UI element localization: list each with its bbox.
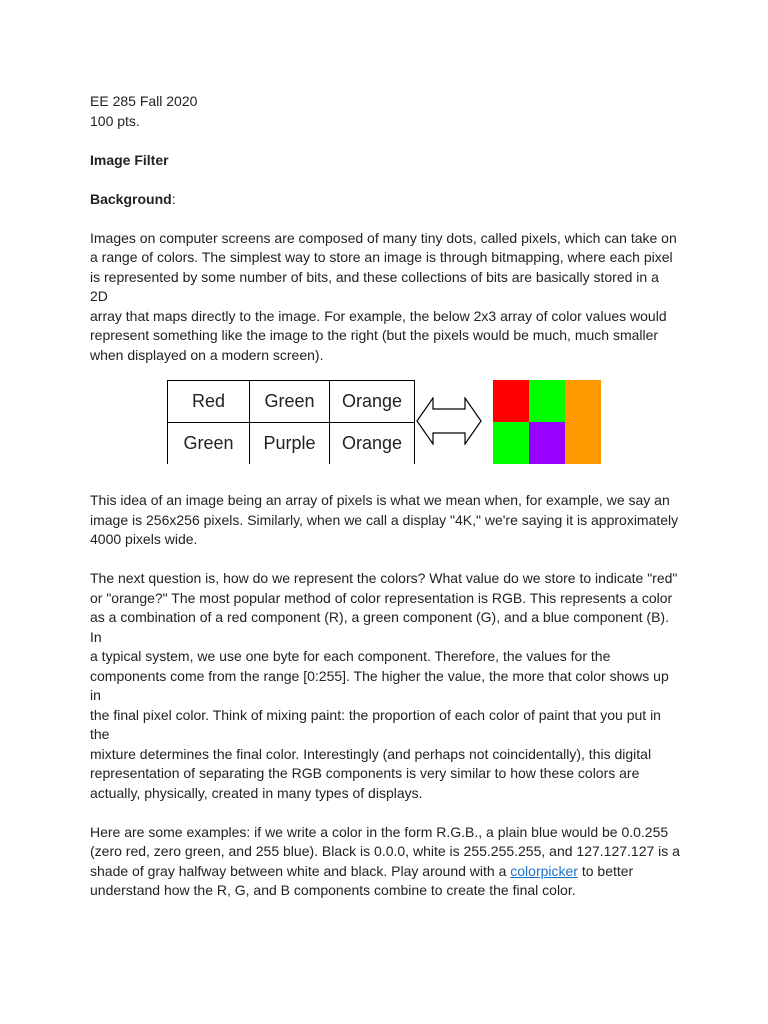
table-cell: Red: [168, 381, 250, 423]
course-line: EE 285 Fall 2020: [90, 93, 198, 109]
paragraph-1: [90, 229, 680, 366]
pixel-image: [493, 380, 601, 464]
table-cell: Orange: [330, 381, 415, 423]
table-row: [168, 423, 415, 465]
background-heading-line: [90, 190, 680, 210]
paragraph-3-line: as a combination of a red component (R), a green component (G), and a blue component (B). In: [90, 609, 669, 645]
paragraph-1-line: array that maps directly to the image. For example, the below 2x3 array of color values would: [90, 307, 667, 324]
points-line: 100 pts.: [90, 112, 140, 129]
paragraph-3-line: the final pixel color. Think of mixing paint: the proportion of each color of paint that you put in the: [90, 706, 661, 742]
paragraph-1-line: represent something like the image to the right (but the pixels would be much, much smaller: [90, 327, 659, 343]
paragraph-4-line: understand how the R, G, and B components combine to create the final color.: [90, 882, 576, 898]
pixel-cell: [493, 422, 529, 464]
double-arrow-icon: [416, 397, 482, 445]
document-title: Image Filter: [90, 151, 169, 168]
paragraph-4: [90, 823, 680, 901]
paragraph-3-line: mixture determines the final color. Interestingly (and perhaps not coincidentally), this digital: [90, 745, 652, 762]
paragraph-3-line: a typical system, we use one byte for each component. Therefore, the values for the: [90, 648, 611, 664]
paragraph-3-line: or "orange?" The most popular method of color representation is RGB. This represents a color: [90, 589, 673, 606]
paragraph-1-line: a range of colors. The simplest way to store an image is through bitmapping, where each pixel: [90, 249, 673, 265]
paragraph-1-line: Images on computer screens are composed of many tiny dots, called pixels, which can take on: [90, 229, 677, 246]
paragraph-3-line: The next question is, how do we represent the colors? What value do we store to indicate "red": [90, 570, 678, 586]
table-cell: Green: [168, 423, 250, 465]
paragraph-4-text: to better: [577, 862, 634, 879]
paragraph-1-line: when displayed on a modern screen).: [90, 346, 324, 363]
pixel-cell: [529, 380, 565, 422]
paragraph-2-line: This idea of an image being an array of pixels is what we mean when, for example, we say an: [90, 492, 670, 508]
paragraph-1-line: is represented by some number of bits, and these collections of bits are basically stored in a 2D: [90, 268, 659, 304]
paragraph-4-line: [90, 862, 680, 882]
color-array-figure: [90, 373, 680, 481]
pixel-cell: [493, 380, 529, 422]
pixel-cell: [529, 422, 565, 464]
table-cell: Purple: [250, 423, 330, 465]
pixel-cell: [565, 422, 601, 464]
paragraph-3-line: representation of separating the RGB components is very similar to how these colors are: [90, 765, 640, 781]
table-cell: Green: [250, 381, 330, 423]
document-page: [90, 92, 680, 901]
paragraph-3-line: actually, physically, created in many types of displays.: [90, 784, 423, 801]
paragraph-2: [90, 491, 680, 550]
colorpicker-link[interactable]: colorpicker: [510, 862, 578, 879]
table-row: [168, 381, 415, 423]
background-heading: Background: [90, 190, 172, 207]
paragraph-3: [90, 569, 680, 803]
paragraph-3-line: components come from the range [0:255]. The higher the value, the more that color shows up in: [90, 667, 669, 703]
paragraph-2-line: 4000 pixels wide.: [90, 531, 198, 547]
pixel-cell: [565, 380, 601, 422]
background-colon: :: [171, 190, 176, 207]
paragraph-4-line: Here are some examples: if we write a color in the form R.G.B., a plain blue would be 0.0.255: [90, 823, 669, 840]
color-name-table: [167, 380, 415, 464]
table-cell: Orange: [330, 423, 415, 465]
paragraph-4-text: shade of gray halfway between white and black. Play around with a: [90, 862, 511, 879]
paragraph-4-line: (zero red, zero green, and 255 blue). Black is 0.0.0, white is 255.255.255, and 127.127.127 is a: [90, 843, 680, 859]
paragraph-2-line: image is 256x256 pixels. Similarly, when we call a display "4K," we're saying it is approximately: [90, 511, 679, 528]
